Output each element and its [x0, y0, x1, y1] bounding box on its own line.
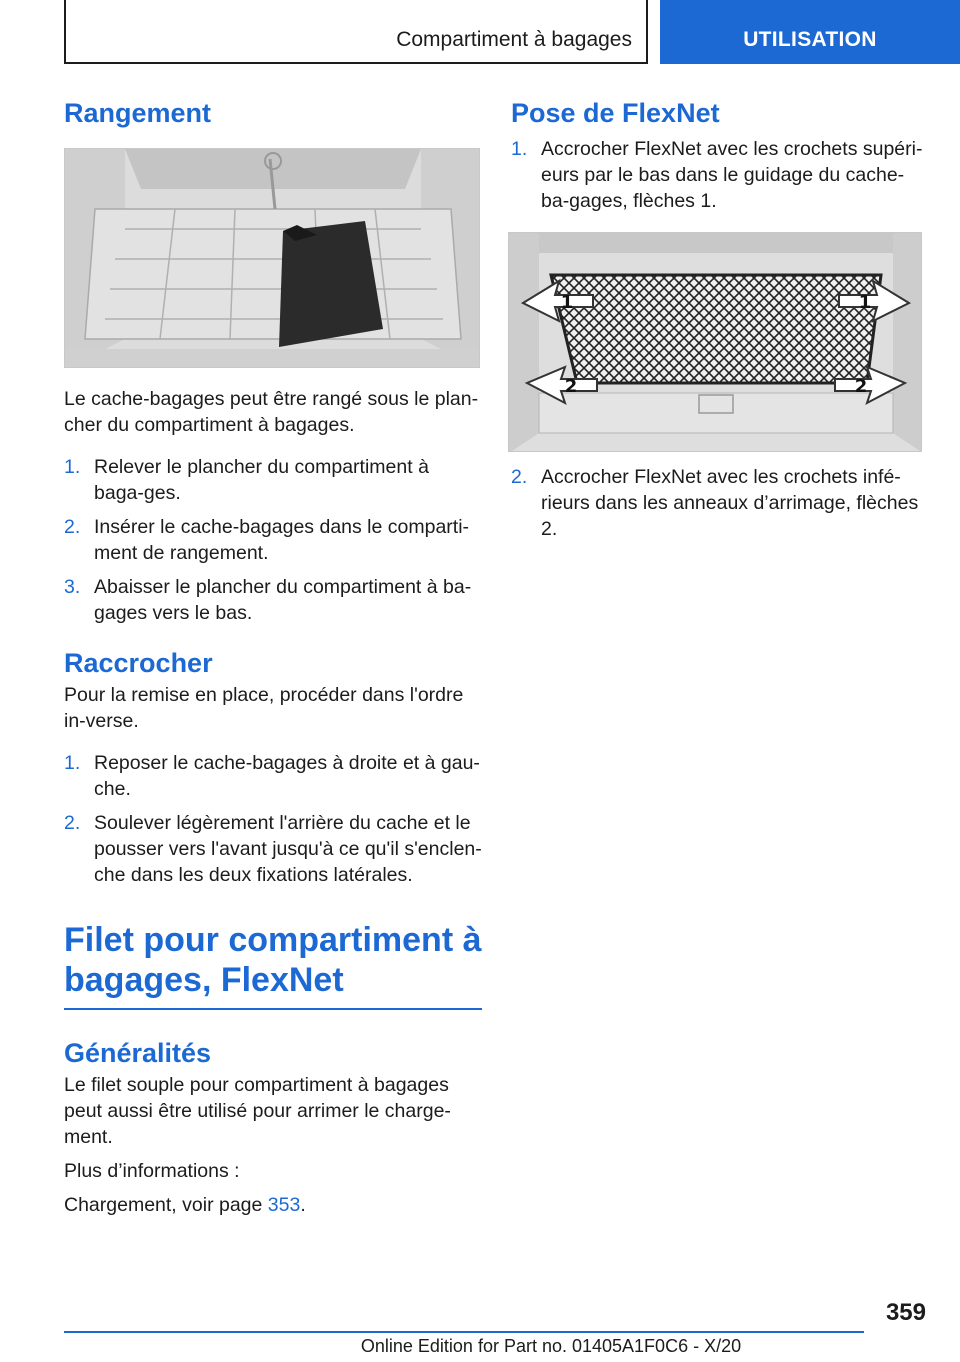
- list-item: [64, 810, 482, 888]
- reference-prefix: Chargement, voir page: [64, 1194, 268, 1216]
- page-number: 359: [885, 1299, 926, 1326]
- more-info-label: Plus d’informations :: [64, 1160, 240, 1182]
- list-item: [511, 464, 926, 542]
- flexnet-section-heading: Filet pour compartiment à bagages, FlexNet: [64, 920, 482, 1010]
- list-item: [511, 136, 926, 214]
- footer-edition-text: Online Edition for Part no. 01405A1F0C6 - X/20: [360, 1336, 742, 1356]
- generalites-heading: Généralités: [64, 1038, 212, 1068]
- arrow-label: 1: [560, 292, 574, 313]
- trunk-storage-illustration: [64, 148, 480, 368]
- rangement-heading: Rangement: [64, 98, 212, 128]
- flexnet-installation-illustration: [508, 232, 922, 452]
- footer-divider: [64, 1331, 864, 1333]
- step-text: Accrocher FlexNet avec les crochets infé-rieurs dans les anneaux d’arrimage, flèches 2.: [541, 466, 919, 540]
- arrow-label: 2: [854, 376, 868, 397]
- step-text: Insérer le cache-bagages dans le comparti-ment de rangement.: [94, 516, 470, 564]
- generalites-paragraph: Le filet souple pour compartiment à bagages peut aussi être utilisé pour arrimer le charge-ment.: [64, 1074, 451, 1148]
- pose-flexnet-heading: Pose de FlexNet: [511, 98, 720, 128]
- list-item: [64, 454, 482, 506]
- step-text: Abaisser le plancher du compartiment à ba-gages vers le bas.: [94, 576, 472, 624]
- chargement-reference: [64, 1192, 482, 1218]
- raccrocher-heading: Raccrocher: [64, 648, 213, 678]
- reference-suffix: .: [300, 1194, 306, 1216]
- left-column: [64, 96, 482, 1218]
- list-item: [64, 574, 482, 626]
- raccrocher-intro: Pour la remise en place, procéder dans l'ordre in-verse.: [64, 684, 464, 732]
- step-number: 3.: [64, 576, 81, 598]
- step-text: Reposer le cache-bagages à droite et à gau-che.: [94, 752, 480, 800]
- rangement-steps: [64, 454, 482, 626]
- pose-steps-part2: [511, 464, 926, 542]
- list-item: [64, 750, 482, 802]
- raccrocher-steps: [64, 750, 482, 888]
- arrow-label: 1: [858, 292, 872, 313]
- page-353-link[interactable]: 353: [267, 1194, 301, 1216]
- step-number: 2.: [64, 516, 81, 538]
- header-chapter-title: UTILISATION: [743, 28, 877, 51]
- header-section-title: Compartiment à bagages: [396, 28, 632, 51]
- right-column: [511, 96, 926, 550]
- header-chapter-tab: [660, 0, 960, 64]
- step-text: Accrocher FlexNet avec les crochets supéri-eurs par le bas dans le guidage du cache-ba-gages, flèches 1.: [541, 138, 923, 212]
- step-text: Relever le plancher du compartiment à baga-ges.: [94, 456, 429, 504]
- step-number: 1.: [64, 456, 81, 478]
- step-number: 1.: [511, 138, 528, 160]
- header-section-box: [64, 0, 648, 64]
- step-number: 2.: [64, 812, 81, 834]
- step-number: 1.: [64, 752, 81, 774]
- step-text: Soulever légèrement l'arrière du cache et le pousser vers l'avant jusqu'à ce qu'il s'enclen-che dans les deux fixations latérales.: [94, 812, 482, 886]
- step-number: 2.: [511, 466, 528, 488]
- list-item: [64, 514, 482, 566]
- rangement-intro: Le cache-bagages peut être rangé sous le plan-cher du compartiment à bagages.: [64, 388, 479, 436]
- arrow-label: 2: [564, 376, 578, 397]
- pose-steps-part1: [511, 136, 926, 214]
